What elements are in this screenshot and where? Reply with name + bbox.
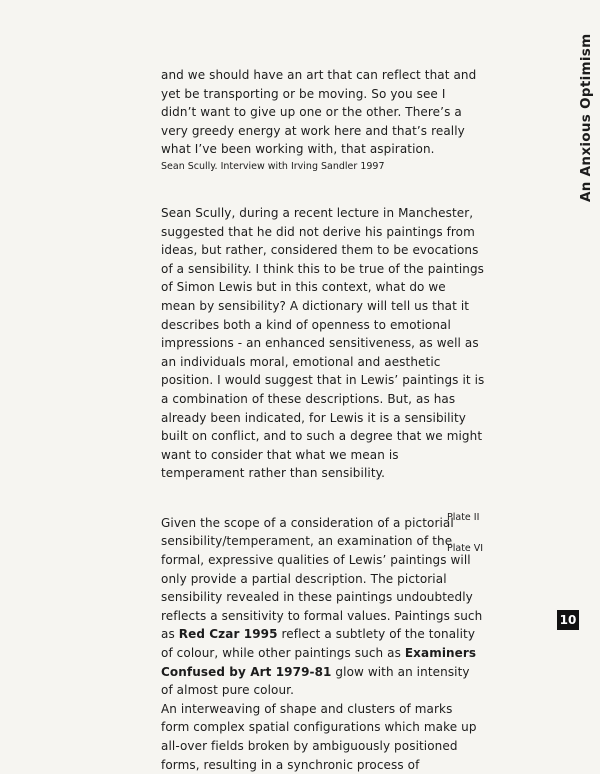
plate-vi-reference: Plate VI xyxy=(447,543,484,554)
line-text: reflect a subtlety of the tonality xyxy=(277,627,476,642)
paragraph-line: of almost pure colour. xyxy=(161,683,295,698)
paragraph-line: sensibility revealed in these paintings undoubtedly xyxy=(161,590,473,605)
running-title xyxy=(562,33,594,202)
artwork-title-confused: Confused by Art 1979-81 xyxy=(161,664,332,679)
paragraph-line: of Simon Lewis but in this context, what do we xyxy=(161,280,446,295)
paragraph-line: a combination of these descriptions. But, as has xyxy=(161,391,456,406)
paragraph-line: want to consider that what we mean is xyxy=(161,447,399,462)
paragraph-line: only provide a partial description. The pictorial xyxy=(161,571,447,586)
paragraph-line: mean by sensibility? A dictionary will tell us that it xyxy=(161,298,470,313)
paragraph-line: impressions - an enhanced sensitiveness, as well as xyxy=(161,336,479,351)
paragraph-line: position. I would suggest that in Lewis’ paintings it is xyxy=(161,373,485,388)
paragraph-line: suggested that he did not derive his paintings from xyxy=(161,224,475,239)
quote-line: didn’t want to give up one or the other. There’s a xyxy=(161,105,462,120)
paragraph-line: Given the scope of a consideration of a pictorial xyxy=(161,515,454,530)
paragraph-line: of a sensibility. I think this to be true of the paintings xyxy=(161,261,485,276)
paragraph-line: form complex spatial configurations which make up xyxy=(161,720,477,735)
paragraph-line: ideas, but rather, considered them to be evocations xyxy=(161,243,479,258)
artwork-title-examiners: Examiners xyxy=(404,646,477,661)
quote-citation: Sean Scully. Interview with Irving Sandler 1997 xyxy=(161,160,385,172)
quote-line: what I’ve been working with, that aspiration. xyxy=(161,142,435,157)
paragraph-line: temperament rather than sensibility. xyxy=(161,466,386,481)
paragraph-line: all-over fields broken by ambiguously positioned xyxy=(161,739,458,753)
paragraph-line: built on conflict, and to such a degree that we might xyxy=(161,429,483,444)
paragraph-line: An interweaving of shape and clusters of marks xyxy=(161,701,453,716)
page-number: 10 xyxy=(557,610,579,630)
paragraph-line: forms, resulting in a synchronic process of xyxy=(161,757,420,772)
paragraph-line-confused xyxy=(161,663,470,682)
paragraph-1 xyxy=(161,204,485,483)
paragraph-line: already been indicated, for Lewis it is a sensibility xyxy=(161,410,466,425)
line-text: as xyxy=(161,627,179,642)
paragraph-line: Sean Scully, during a recent lecture in Manchester, xyxy=(161,205,474,220)
quote-block xyxy=(161,66,477,174)
paragraph-line: sensibility/temperament, an examination of the xyxy=(161,534,453,549)
running-title-text: An Anxious Optimism xyxy=(578,33,594,202)
paragraph-line: reflects a sensitivity to formal values. Paintings such xyxy=(161,608,483,623)
artwork-title-red-czar: Red Czar 1995 xyxy=(178,627,278,642)
plate-ii-reference: Plate II xyxy=(447,512,480,523)
paragraph-line: an individuals moral, emotional and aesthetic xyxy=(161,354,441,369)
paragraph-line: formal, expressive qualities of Lewis’ paintings will xyxy=(161,553,471,568)
paragraph-line-red-czar xyxy=(161,625,476,644)
quote-line: very greedy energy at work here and that’s really xyxy=(161,123,465,138)
paragraph-line: describes both a kind of openness to emotional xyxy=(161,317,451,332)
quote-line: and we should have an art that can reflect that and xyxy=(161,68,477,82)
line-text: of colour, while other paintings such as xyxy=(161,646,405,661)
quote-line: yet be transporting or be moving. So you see I xyxy=(161,86,446,101)
paragraph-line-examiners xyxy=(161,644,477,663)
line-text: glow with an intensity xyxy=(331,664,470,679)
